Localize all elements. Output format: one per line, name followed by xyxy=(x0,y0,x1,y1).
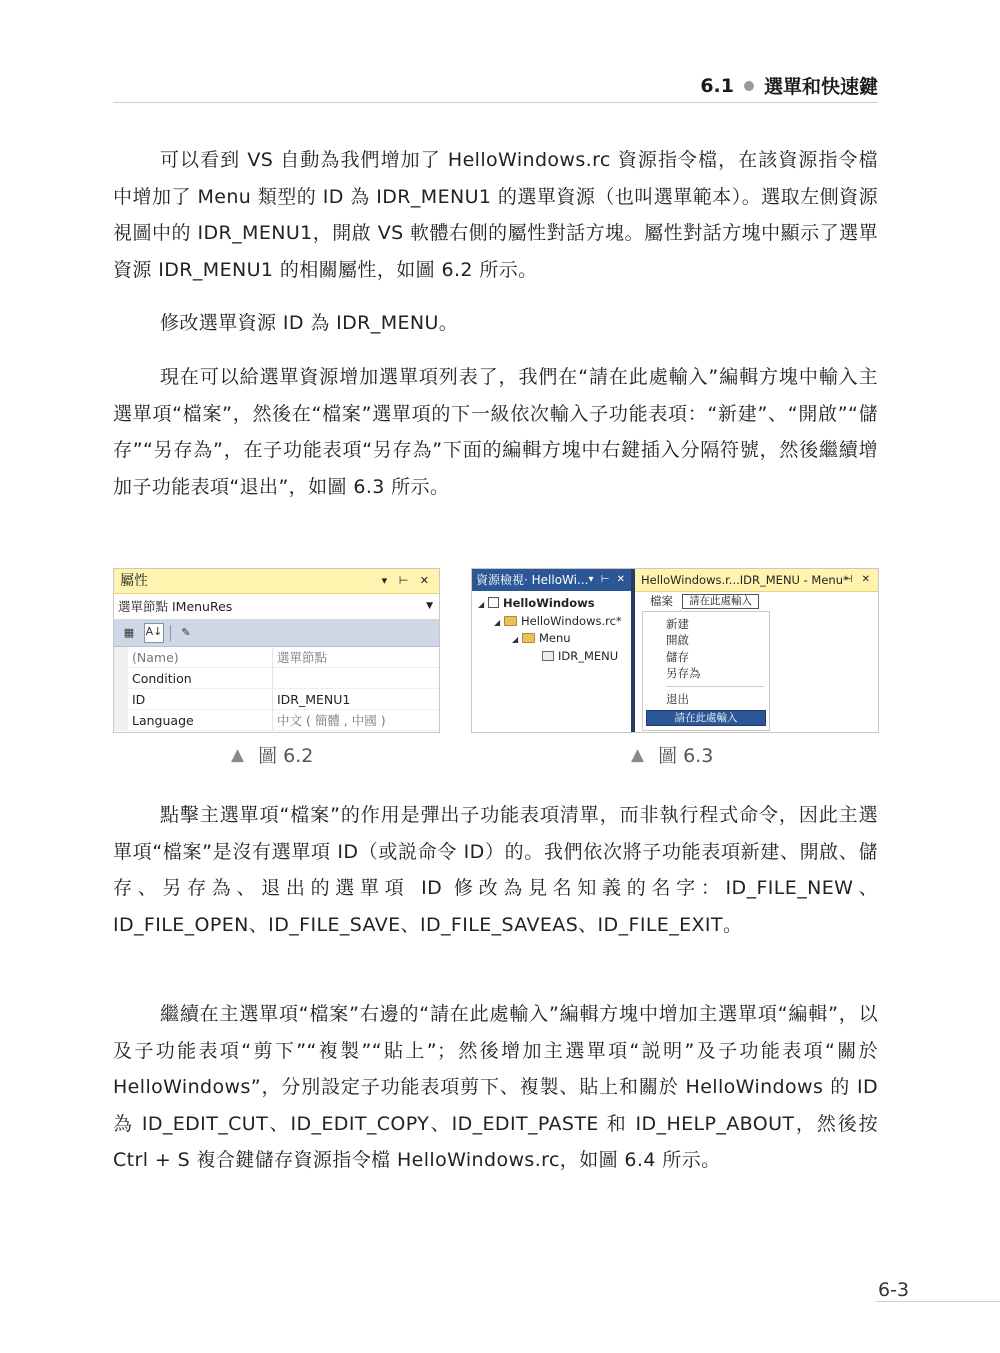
property-value[interactable]: 中文 ( 簡體 , 中國 ) xyxy=(273,710,440,731)
submenu-type-here-box[interactable]: 請在此處輸入 xyxy=(646,710,766,726)
property-grid xyxy=(114,647,439,731)
tree-item-project[interactable]: ◢ HelloWindows xyxy=(472,595,622,613)
object-selector[interactable] xyxy=(114,594,439,620)
paragraph-2: 修改選單資源 ID 為 IDR_MENU。 xyxy=(160,312,459,334)
editor-tab[interactable] xyxy=(635,569,878,592)
resource-view-title: 資源檢視· HelloWi... xyxy=(476,573,589,587)
figure-6-3-menu-editor xyxy=(471,568,879,733)
submenu-item[interactable]: 退出 xyxy=(666,692,689,706)
property-name: ID xyxy=(128,689,273,710)
menu-editor-panel xyxy=(635,569,878,732)
project-icon xyxy=(488,597,499,608)
triangle-icon: ▲ xyxy=(231,744,245,765)
panel-controls[interactable]: ▾ ⊢ ✕ xyxy=(381,574,433,587)
tab-controls[interactable]: ⊣ ✕ xyxy=(843,574,873,585)
property-value[interactable]: 選單節點 xyxy=(273,647,440,668)
figure-6-3-caption: ▲ 圖 6.3 xyxy=(631,744,714,767)
property-name: (Name) xyxy=(128,647,273,668)
properties-title-bar xyxy=(114,569,439,594)
file-submenu xyxy=(642,611,770,731)
property-value[interactable]: IDR_MENU1 xyxy=(273,689,440,710)
section-number: 6.1 xyxy=(700,74,734,97)
paragraph-3: 現在可以給選單資源增加選單項列表了，我們在“請在此處輸入”編輯方塊中輸入主選單項“檔案”，然後在“檔案”選單項的下一級依次輸入子功能表項：“新建”、“開啟”“儲存”“另存為”，在子功能表項“另存為”下面的編輯方塊中右鍵插入分隔符號，然後繼續增加子功能表項“退出”，如圖 6.3 所示。 xyxy=(113,366,878,498)
menu-resource-icon xyxy=(542,651,554,661)
header-title xyxy=(700,72,878,99)
alphabetical-sort-icon[interactable]: A↓ xyxy=(144,623,164,643)
editor-tab-title: HelloWindows.r...IDR_MENU - Menu* xyxy=(641,573,849,587)
property-name: Condition xyxy=(128,668,273,689)
property-row[interactable] xyxy=(114,710,439,731)
menu-bar-preview xyxy=(635,591,878,611)
menu-item-file[interactable]: 檔案 xyxy=(650,594,673,608)
panel-controls[interactable]: ▾ ⊢ ✕ xyxy=(588,574,627,585)
resource-tree xyxy=(472,595,622,665)
paragraph-4: 點擊主選單項“檔案”的作用是彈出子功能表項清單，而非執行程式命令，因此主選單項“檔案”是沒有選單項 ID（或説命令 ID）的。我們依次將子功能表項新建、開啟、儲存、另存為、退出的選單項 ID 修改為見名知義的名字：ID_FILE_NEW、ID_FILE_OPEN、ID_FILE_SAVE、ID_FILE_SAVEAS、ID_FILE_EXIT。 xyxy=(113,804,878,936)
categorized-icon[interactable]: ▦ xyxy=(123,626,135,639)
submenu-item[interactable]: 儲存 xyxy=(666,650,689,664)
paragraph-5: 繼續在主選單項“檔案”右邊的“請在此處輸入”編輯方塊中增加主選單項“編輯”，以及子功能表項“剪下”“複製”“貼上”；然後增加主選單項“説明”及子功能表項“關於 HelloWindows”，分別設定子功能表項剪下、複製、貼上和關於 HelloWindows 的 ID 為 ID_EDIT_CUT、ID_EDIT_COPY、ID_EDIT_PASTE 和 ID_HELP_ABOUT，然後按 Ctrl + S 複合鍵儲存資源指令檔 HelloWindows.rc，如圖 6.4 所示。 xyxy=(113,1003,878,1171)
properties-title: 屬性 xyxy=(120,573,148,589)
figure-6-2-properties-panel xyxy=(113,568,440,733)
section-title: 選單和快速鍵 xyxy=(763,76,878,98)
dropdown-arrow-icon[interactable]: ▼ xyxy=(426,601,433,611)
menu-type-here-box[interactable]: 請在此處輸入 xyxy=(682,594,759,609)
running-header xyxy=(113,70,878,103)
bullet-dot-icon xyxy=(744,81,754,91)
submenu-item[interactable]: 另存為 xyxy=(666,666,701,680)
wrench-icon[interactable]: ✎ xyxy=(181,626,191,639)
property-row[interactable] xyxy=(114,647,439,668)
property-row[interactable] xyxy=(114,689,439,710)
folder-icon xyxy=(504,616,517,626)
triangle-icon: ▲ xyxy=(631,744,645,765)
property-value[interactable] xyxy=(273,668,440,689)
toolbar-separator xyxy=(170,625,171,641)
properties-toolbar xyxy=(114,620,439,647)
expand-arrow-icon[interactable]: ◢ xyxy=(512,635,519,644)
figure-6-2-caption: ▲ 圖 6.2 xyxy=(231,744,314,767)
paragraph-1: 可以看到 VS 自動為我們增加了 HelloWindows.rc 資源指令檔，在該資源指令檔中增加了 Menu 類型的 ID 為 IDR_MENU1 的選單資源（也叫選單範本）。選取左側資源視圖中的 IDR_MENU1，開啟 VS 軟體右側的屬性對話方塊。屬性對話方塊中顯示了選單資源 IDR_MENU1 的相關屬性，如圖 6.2 所示。 xyxy=(113,149,878,281)
property-name: Language xyxy=(128,710,273,731)
folder-icon xyxy=(522,633,535,643)
submenu-separator xyxy=(666,686,764,687)
expand-arrow-icon[interactable]: ◢ xyxy=(494,617,501,627)
submenu-item[interactable]: 開啟 xyxy=(666,633,689,647)
footer-rule xyxy=(876,1301,1000,1302)
page-number: 6-3 xyxy=(878,1279,910,1301)
tree-item-menu[interactable]: ◢ Menu xyxy=(472,630,622,648)
object-selector-value: 選單節點 IMenuRes xyxy=(118,599,233,614)
property-row[interactable] xyxy=(114,668,439,689)
tree-item-idr-menu[interactable]: IDR_MENU xyxy=(472,648,622,666)
tree-item-rc-file[interactable]: ◢ HelloWindows.rc* xyxy=(472,613,622,631)
submenu-item[interactable]: 新建 xyxy=(666,617,689,631)
resource-view-panel xyxy=(472,569,635,732)
expand-arrow-icon[interactable]: ◢ xyxy=(478,600,485,609)
resource-view-title-bar xyxy=(472,569,631,591)
